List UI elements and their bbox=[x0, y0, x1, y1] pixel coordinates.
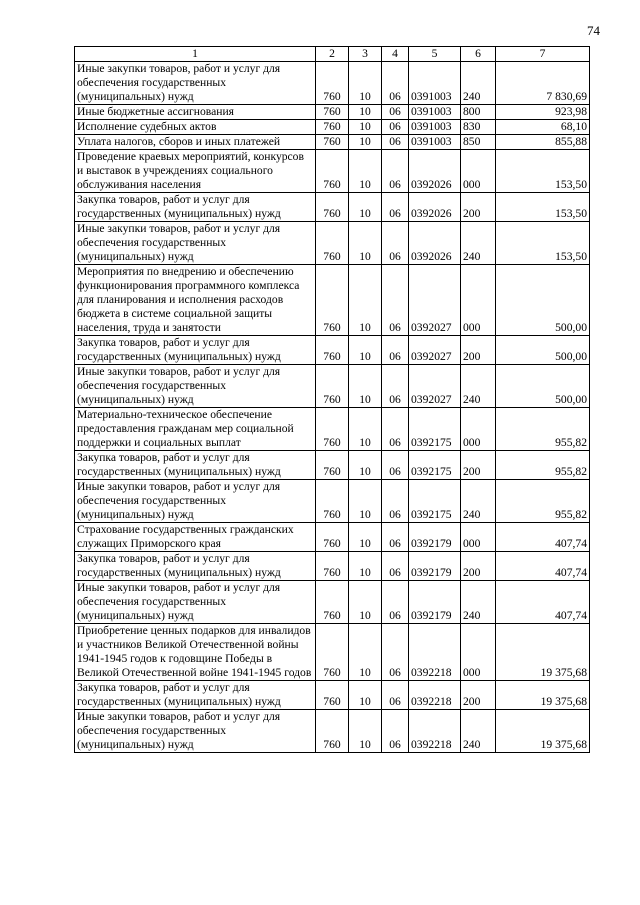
amount: 855,88 bbox=[496, 135, 590, 150]
header-col-2: 2 bbox=[316, 47, 349, 62]
table-row bbox=[75, 193, 590, 222]
expense-type-code: 000 bbox=[461, 408, 496, 451]
ministry-code: 760 bbox=[316, 451, 349, 480]
table-header-row bbox=[75, 47, 590, 62]
expense-name: Приобретение ценных подарков для инвалидов и участников Великой Отечественной войны 1941-1945 годов к годовщине Победы в Великой Отечественной войне 1941-1945 годов bbox=[75, 624, 316, 681]
expense-type-code: 200 bbox=[461, 681, 496, 710]
subsection-code: 06 bbox=[382, 624, 409, 681]
table-row bbox=[75, 523, 590, 552]
amount: 19 375,68 bbox=[496, 624, 590, 681]
expense-name: Проведение краевых мероприятий, конкурсов и выставок в учреждениях социального обслуживания населения bbox=[75, 150, 316, 193]
expense-type-code: 240 bbox=[461, 365, 496, 408]
expense-type-code: 200 bbox=[461, 336, 496, 365]
expense-name: Мероприятия по внедрению и обеспечению функционирования программного комплекса для планирования и исполнения расходов бюджета в системе социальной защиты населения, труда и занятости bbox=[75, 265, 316, 336]
table-row bbox=[75, 135, 590, 150]
expense-name: Материально-техническое обеспечение предоставления гражданам мер социальной поддержки и социальных выплат bbox=[75, 408, 316, 451]
expense-type-code: 850 bbox=[461, 135, 496, 150]
table-row bbox=[75, 710, 590, 753]
table-row bbox=[75, 150, 590, 193]
table-row bbox=[75, 336, 590, 365]
section-code: 10 bbox=[349, 105, 382, 120]
target-article-code: 0392175 bbox=[409, 480, 461, 523]
amount: 68,10 bbox=[496, 120, 590, 135]
subsection-code: 06 bbox=[382, 552, 409, 581]
amount: 19 375,68 bbox=[496, 710, 590, 753]
subsection-code: 06 bbox=[382, 365, 409, 408]
section-code: 10 bbox=[349, 408, 382, 451]
expense-type-code: 000 bbox=[461, 523, 496, 552]
expense-name: Закупка товаров, работ и услуг для государственных (муниципальных) нужд bbox=[75, 336, 316, 365]
expense-name: Закупка товаров, работ и услуг для государственных (муниципальных) нужд bbox=[75, 193, 316, 222]
expense-name: Страхование государственных гражданских служащих Приморского края bbox=[75, 523, 316, 552]
section-code: 10 bbox=[349, 150, 382, 193]
subsection-code: 06 bbox=[382, 710, 409, 753]
ministry-code: 760 bbox=[316, 62, 349, 105]
subsection-code: 06 bbox=[382, 193, 409, 222]
ministry-code: 760 bbox=[316, 150, 349, 193]
section-code: 10 bbox=[349, 193, 382, 222]
expense-name: Закупка товаров, работ и услуг для государственных (муниципальных) нужд bbox=[75, 681, 316, 710]
expense-name: Уплата налогов, сборов и иных платежей bbox=[75, 135, 316, 150]
target-article-code: 0392026 bbox=[409, 222, 461, 265]
subsection-code: 06 bbox=[382, 150, 409, 193]
expense-type-code: 000 bbox=[461, 624, 496, 681]
section-code: 10 bbox=[349, 365, 382, 408]
ministry-code: 760 bbox=[316, 710, 349, 753]
table-row bbox=[75, 552, 590, 581]
section-code: 10 bbox=[349, 120, 382, 135]
subsection-code: 06 bbox=[382, 681, 409, 710]
header-col-7: 7 bbox=[496, 47, 590, 62]
header-col-3: 3 bbox=[349, 47, 382, 62]
subsection-code: 06 bbox=[382, 480, 409, 523]
subsection-code: 06 bbox=[382, 336, 409, 365]
expense-name: Закупка товаров, работ и услуг для государственных (муниципальных) нужд bbox=[75, 451, 316, 480]
expense-name: Исполнение судебных актов bbox=[75, 120, 316, 135]
subsection-code: 06 bbox=[382, 105, 409, 120]
target-article-code: 0392179 bbox=[409, 581, 461, 624]
subsection-code: 06 bbox=[382, 451, 409, 480]
ministry-code: 760 bbox=[316, 523, 349, 552]
table-row bbox=[75, 681, 590, 710]
amount: 955,82 bbox=[496, 408, 590, 451]
subsection-code: 06 bbox=[382, 120, 409, 135]
section-code: 10 bbox=[349, 451, 382, 480]
expense-type-code: 240 bbox=[461, 62, 496, 105]
table-row bbox=[75, 105, 590, 120]
section-code: 10 bbox=[349, 581, 382, 624]
header-col-6: 6 bbox=[461, 47, 496, 62]
expense-type-code: 240 bbox=[461, 222, 496, 265]
target-article-code: 0391003 bbox=[409, 62, 461, 105]
ministry-code: 760 bbox=[316, 105, 349, 120]
header-col-5: 5 bbox=[409, 47, 461, 62]
section-code: 10 bbox=[349, 681, 382, 710]
target-article-code: 0392026 bbox=[409, 150, 461, 193]
expense-type-code: 200 bbox=[461, 193, 496, 222]
ministry-code: 760 bbox=[316, 480, 349, 523]
subsection-code: 06 bbox=[382, 265, 409, 336]
target-article-code: 0392175 bbox=[409, 451, 461, 480]
subsection-code: 06 bbox=[382, 62, 409, 105]
budget-table bbox=[74, 46, 590, 753]
ministry-code: 760 bbox=[316, 135, 349, 150]
section-code: 10 bbox=[349, 552, 382, 581]
section-code: 10 bbox=[349, 523, 382, 552]
section-code: 10 bbox=[349, 336, 382, 365]
amount: 923,98 bbox=[496, 105, 590, 120]
ministry-code: 760 bbox=[316, 265, 349, 336]
expense-name: Иные закупки товаров, работ и услуг для обеспечения государственных (муниципальных) нужд bbox=[75, 581, 316, 624]
amount: 153,50 bbox=[496, 222, 590, 265]
ministry-code: 760 bbox=[316, 120, 349, 135]
ministry-code: 760 bbox=[316, 581, 349, 624]
target-article-code: 0392027 bbox=[409, 265, 461, 336]
table-row bbox=[75, 451, 590, 480]
expense-name: Иные закупки товаров, работ и услуг для обеспечения государственных (муниципальных) нужд bbox=[75, 222, 316, 265]
amount: 500,00 bbox=[496, 265, 590, 336]
section-code: 10 bbox=[349, 222, 382, 265]
amount: 407,74 bbox=[496, 523, 590, 552]
subsection-code: 06 bbox=[382, 581, 409, 624]
section-code: 10 bbox=[349, 62, 382, 105]
target-article-code: 0391003 bbox=[409, 120, 461, 135]
target-article-code: 0391003 bbox=[409, 105, 461, 120]
table-row bbox=[75, 120, 590, 135]
amount: 500,00 bbox=[496, 365, 590, 408]
subsection-code: 06 bbox=[382, 135, 409, 150]
expense-type-code: 200 bbox=[461, 552, 496, 581]
table-row bbox=[75, 480, 590, 523]
target-article-code: 0392027 bbox=[409, 365, 461, 408]
table-row bbox=[75, 222, 590, 265]
subsection-code: 06 bbox=[382, 523, 409, 552]
target-article-code: 0392027 bbox=[409, 336, 461, 365]
section-code: 10 bbox=[349, 135, 382, 150]
expense-type-code: 240 bbox=[461, 710, 496, 753]
expense-name: Иные закупки товаров, работ и услуг для обеспечения государственных (муниципальных) нужд bbox=[75, 62, 316, 105]
expense-type-code: 000 bbox=[461, 265, 496, 336]
table-row bbox=[75, 365, 590, 408]
expense-name: Иные бюджетные ассигнования bbox=[75, 105, 316, 120]
target-article-code: 0392179 bbox=[409, 552, 461, 581]
target-article-code: 0392175 bbox=[409, 408, 461, 451]
subsection-code: 06 bbox=[382, 408, 409, 451]
ministry-code: 760 bbox=[316, 624, 349, 681]
expense-type-code: 000 bbox=[461, 150, 496, 193]
amount: 955,82 bbox=[496, 480, 590, 523]
ministry-code: 760 bbox=[316, 552, 349, 581]
table-row bbox=[75, 408, 590, 451]
section-code: 10 bbox=[349, 624, 382, 681]
table-row bbox=[75, 265, 590, 336]
amount: 500,00 bbox=[496, 336, 590, 365]
section-code: 10 bbox=[349, 265, 382, 336]
amount: 407,74 bbox=[496, 581, 590, 624]
expense-name: Иные закупки товаров, работ и услуг для обеспечения государственных (муниципальных) нужд bbox=[75, 480, 316, 523]
ministry-code: 760 bbox=[316, 336, 349, 365]
amount: 407,74 bbox=[496, 552, 590, 581]
section-code: 10 bbox=[349, 710, 382, 753]
target-article-code: 0392218 bbox=[409, 624, 461, 681]
expense-type-code: 200 bbox=[461, 451, 496, 480]
target-article-code: 0392179 bbox=[409, 523, 461, 552]
ministry-code: 760 bbox=[316, 222, 349, 265]
header-col-1: 1 bbox=[75, 47, 316, 62]
ministry-code: 760 bbox=[316, 408, 349, 451]
ministry-code: 760 bbox=[316, 193, 349, 222]
expense-type-code: 800 bbox=[461, 105, 496, 120]
expense-type-code: 240 bbox=[461, 581, 496, 624]
ministry-code: 760 bbox=[316, 681, 349, 710]
page-number: 74 bbox=[587, 23, 600, 38]
amount: 19 375,68 bbox=[496, 681, 590, 710]
expense-name: Закупка товаров, работ и услуг для государственных (муниципальных) нужд bbox=[75, 552, 316, 581]
subsection-code: 06 bbox=[382, 222, 409, 265]
amount: 153,50 bbox=[496, 150, 590, 193]
expense-type-code: 240 bbox=[461, 480, 496, 523]
target-article-code: 0391003 bbox=[409, 135, 461, 150]
amount: 7 830,69 bbox=[496, 62, 590, 105]
amount: 955,82 bbox=[496, 451, 590, 480]
expense-type-code: 830 bbox=[461, 120, 496, 135]
ministry-code: 760 bbox=[316, 365, 349, 408]
target-article-code: 0392026 bbox=[409, 193, 461, 222]
target-article-code: 0392218 bbox=[409, 681, 461, 710]
target-article-code: 0392218 bbox=[409, 710, 461, 753]
expense-name: Иные закупки товаров, работ и услуг для обеспечения государственных (муниципальных) нужд bbox=[75, 365, 316, 408]
section-code: 10 bbox=[349, 480, 382, 523]
amount: 153,50 bbox=[496, 193, 590, 222]
table-row bbox=[75, 624, 590, 681]
header-col-4: 4 bbox=[382, 47, 409, 62]
table-row bbox=[75, 62, 590, 105]
expense-name: Иные закупки товаров, работ и услуг для обеспечения государственных (муниципальных) нужд bbox=[75, 710, 316, 753]
table-row bbox=[75, 581, 590, 624]
